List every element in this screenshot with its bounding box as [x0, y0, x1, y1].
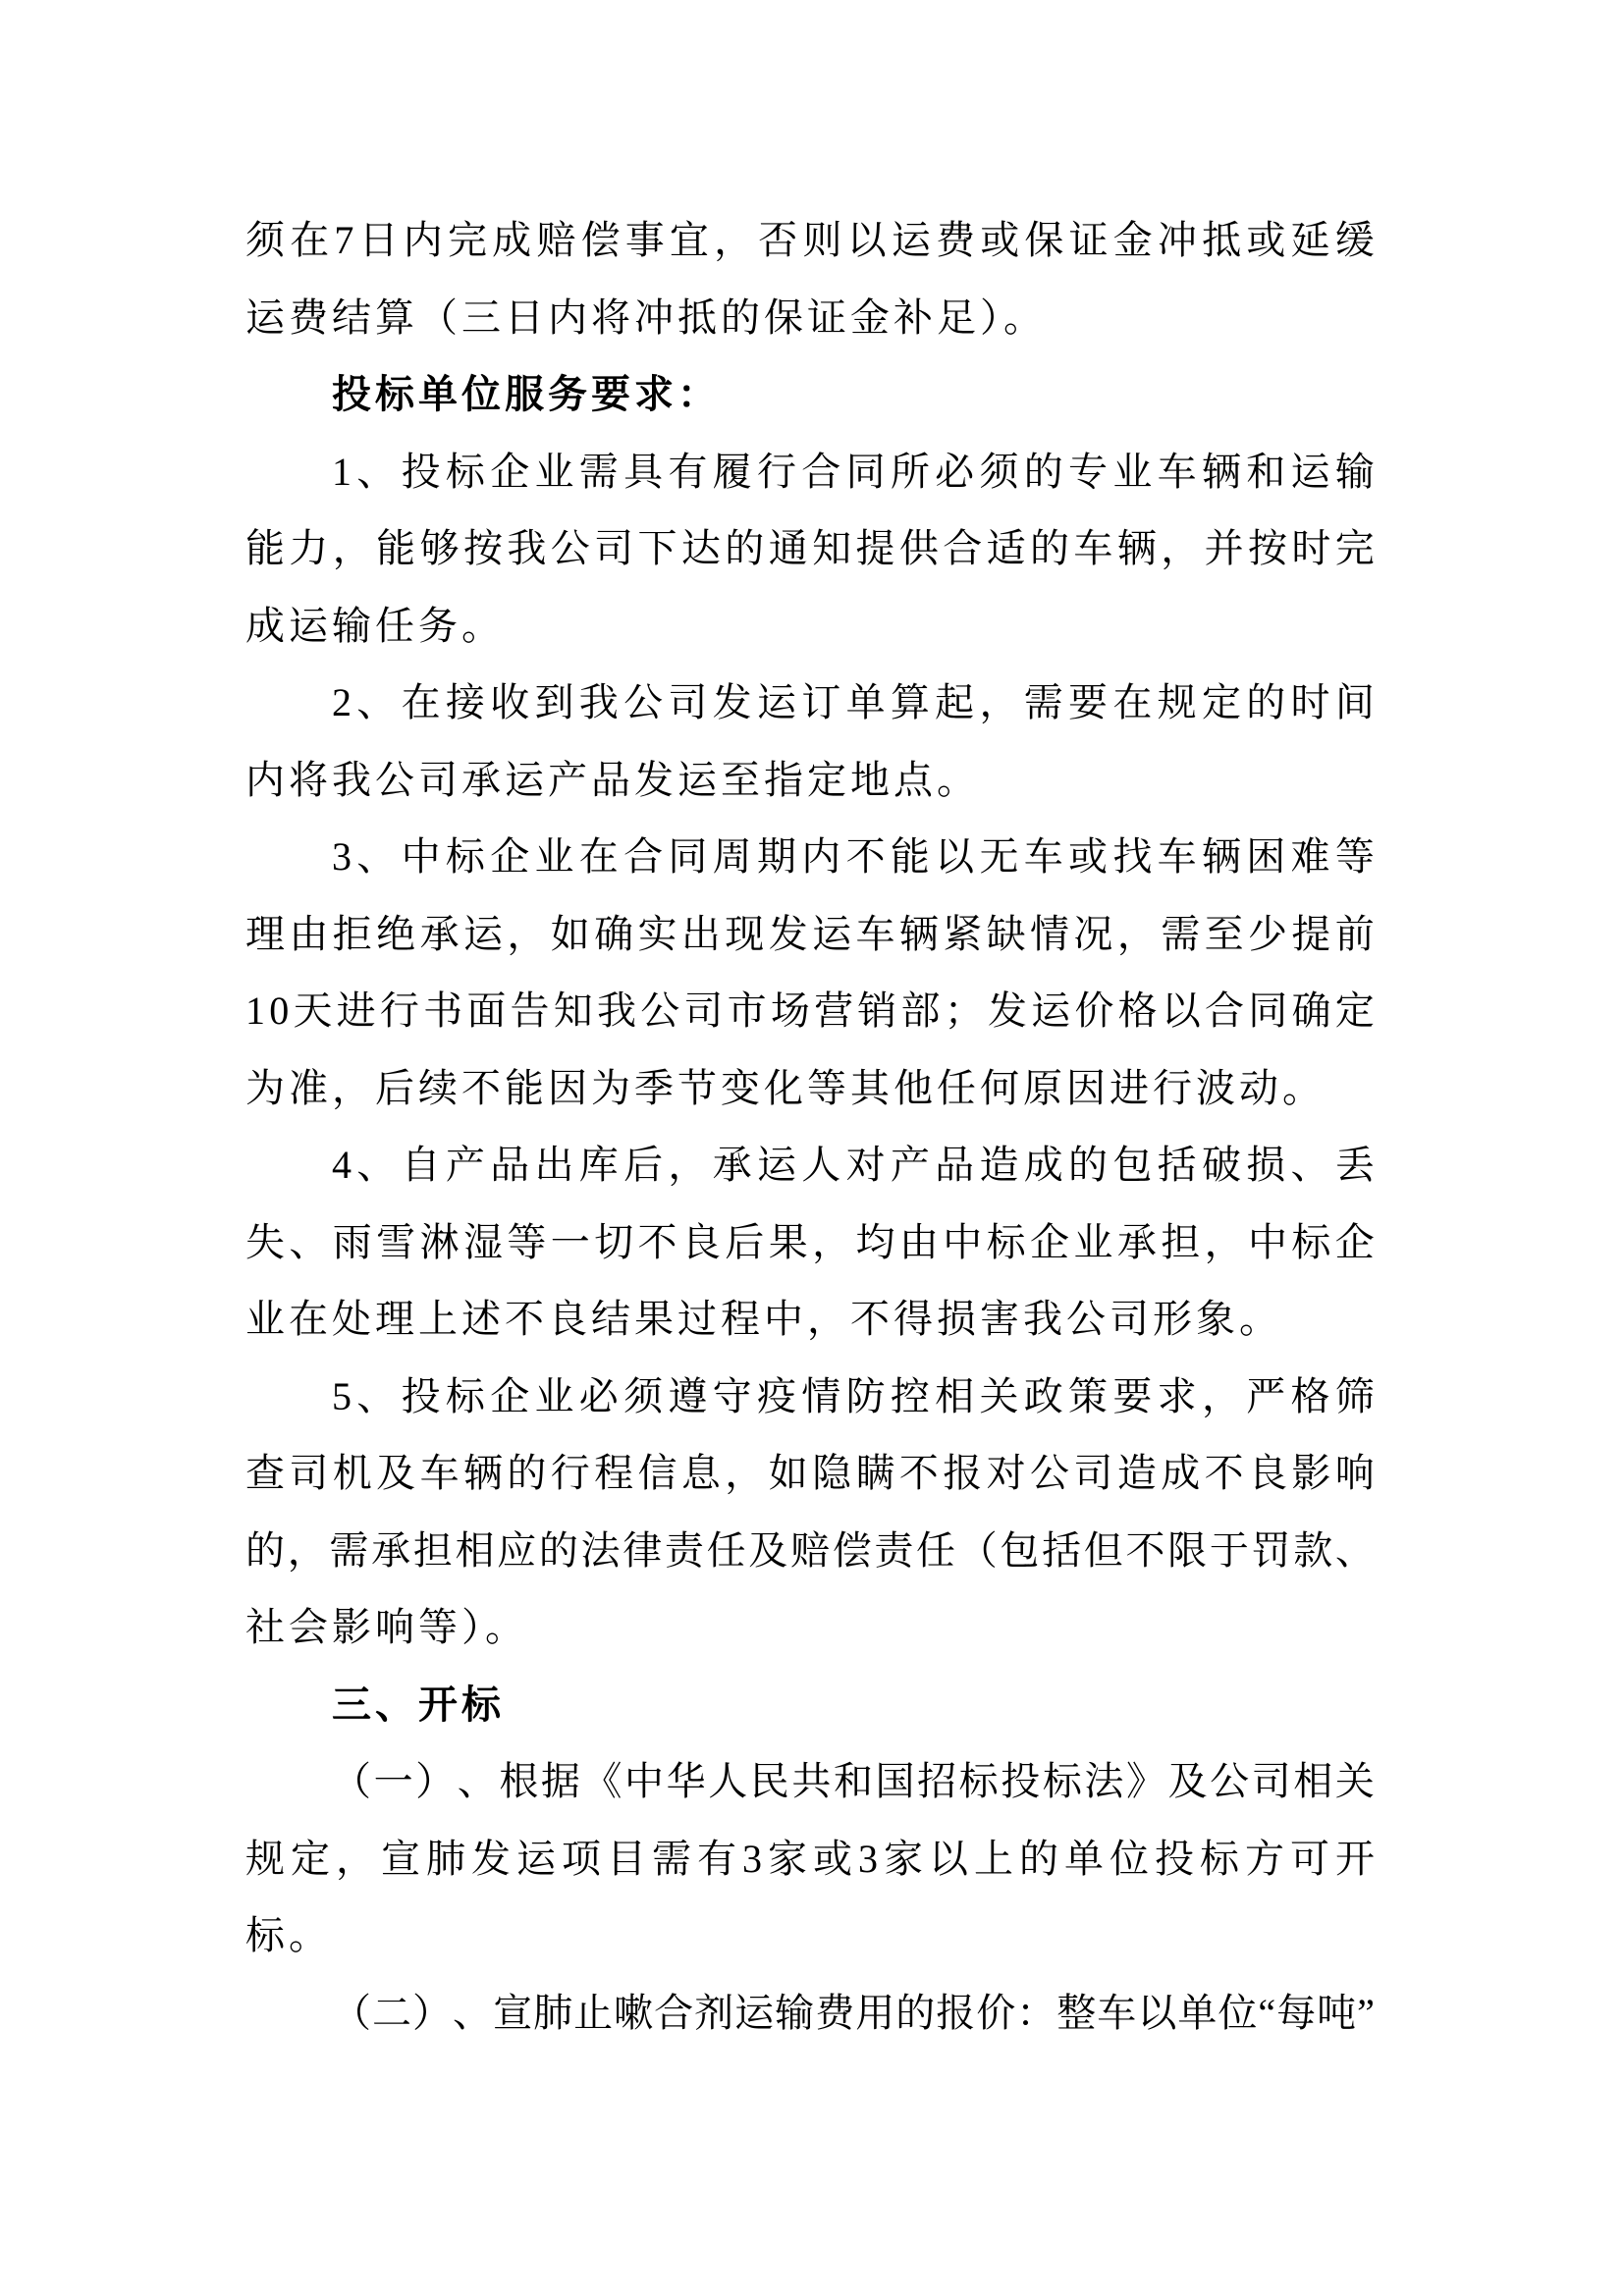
body-line: 内将我公司承运产品发运至指定地点。: [245, 757, 980, 802]
body-line: 4 、 自 产 品 出 库 后 ， 承 运 人 对 产 品 造 成 的 包 括 破 损 、 丢: [332, 1143, 1375, 1187]
document-content: [245, 202, 1375, 2052]
body-line: 1 0 天 进 行 书 面 告 知 我 公 司 市 场 营 销 部 ； 发 运 价 格 以 合 同 确 定: [245, 988, 1375, 1033]
section-heading: 三、开标: [332, 1682, 505, 1727]
body-line: 运费结算（三日内将冲抵的保证金补足）。: [245, 294, 1047, 340]
body-line: 标。: [245, 1913, 332, 1957]
body-line: 5 、 投 标 企 业 必 须 遵 守 疫 情 防 控 相 关 政 策 要 求 ， 严 格 筛: [332, 1373, 1375, 1418]
body-line: 1 、 投 标 企 业 需 具 有 履 行 合 同 所 必 须 的 专 业 车 辆 和 运 输: [332, 449, 1375, 494]
body-line: 业在处理上述不良结果过程中，不得损害我公司形象。: [245, 1297, 1282, 1341]
body-line: 成运输任务。: [245, 603, 505, 648]
body-line: （ 一 ） 、 根 据 《 中 华 人 民 共 和 国 招 标 投 标 法 》 及 公 司 相 关: [332, 1759, 1375, 1803]
section-heading: 投标单位服务要求：: [332, 372, 721, 416]
body-line: 查 司 机 及 车 辆 的 行 程 信 息 ， 如 隐 瞒 不 报 对 公 司 造 成 不 良 影 响: [245, 1451, 1375, 1495]
body-line: 的 ， 需 承 担 相 应 的 法 律 责 任 及 赔 偿 责 任 （ 包 括 但 不 限 于 罚 款 、: [245, 1527, 1375, 1573]
body-line: 社会影响等）。: [245, 1605, 528, 1649]
body-line: 规 定 ， 宣 肺 发 运 项 目 需 有 3 家 或 3 家 以 上 的 单 位 投 标 方 可 开: [245, 1836, 1375, 1881]
body-line: （ 二 ） 、 宣 肺 止 嗽 合 剂 运 输 费 用 的 报 价 ： 整 车 以 单 位 “ 每 吨 ”: [332, 1990, 1375, 2035]
body-line: 能 力 ， 能 够 按 我 公 司 下 达 的 通 知 提 供 合 适 的 车 辆 ， 并 按 时 完: [245, 526, 1375, 570]
body-line: 为准，后续不能因为季节变化等其他任何原因进行波动。: [245, 1065, 1326, 1110]
body-line: 须 在 7 日 内 完 成 赔 偿 事 宜 ， 否 则 以 运 费 或 保 证 金 冲 抵 或 延 缓: [245, 218, 1375, 262]
body-line: 3 、 中 标 企 业 在 合 同 周 期 内 不 能 以 无 车 或 找 车 辆 困 难 等: [332, 834, 1375, 879]
body-line: 失 、 雨 雪 淋 湿 等 一 切 不 良 后 果 ， 均 由 中 标 企 业 承 担 ， 中 标 企: [245, 1219, 1375, 1264]
body-line: 理 由 拒 绝 承 运 ， 如 确 实 出 现 发 运 车 辆 紧 缺 情 况 ， 需 至 少 提 前: [245, 911, 1375, 956]
body-line: 2 、 在 接 收 到 我 公 司 发 运 订 单 算 起 ， 需 要 在 规 定 的 时 间: [332, 680, 1375, 724]
